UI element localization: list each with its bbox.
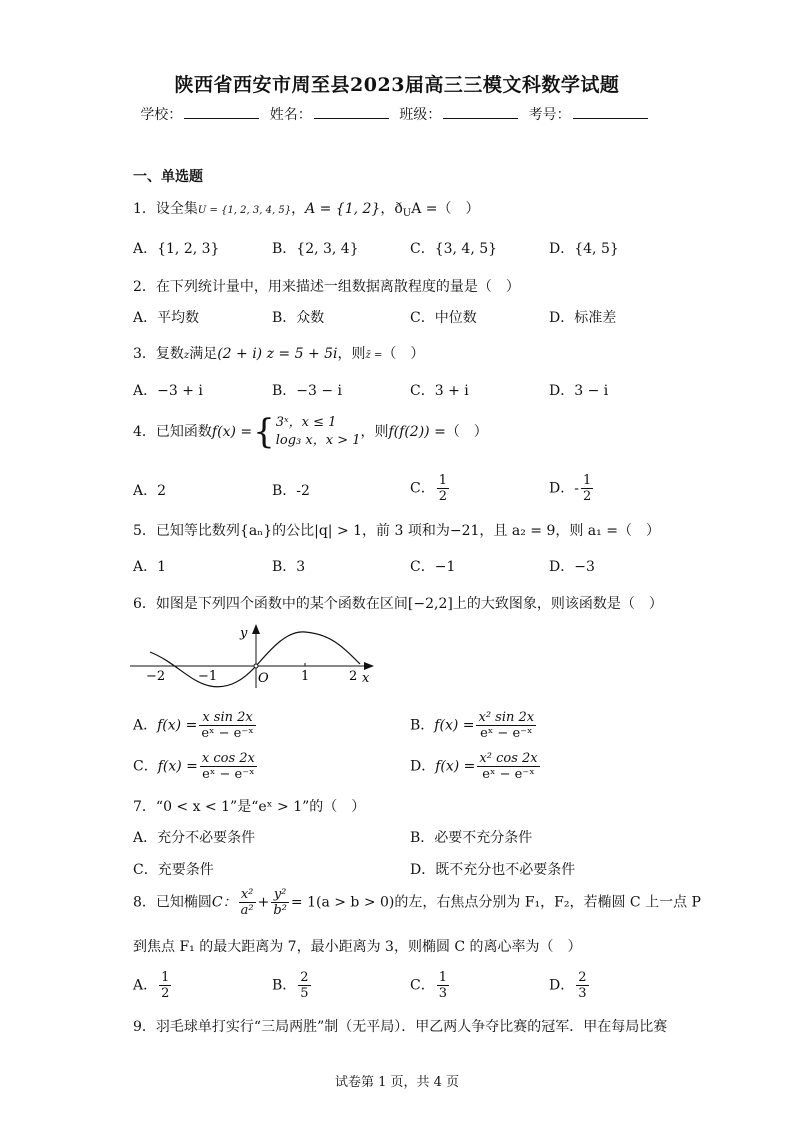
q8-option-b <box>272 970 313 1001</box>
page-footer: 试卷第 1 页，共 4 页 <box>334 1075 460 1090</box>
fraction-denominator: 2 <box>438 489 447 504</box>
option-lhs: f(x) = <box>434 717 475 734</box>
option-fraction <box>576 970 588 1001</box>
q3-option-a: A．−3 + i <box>133 383 203 399</box>
option-label: B． <box>410 717 435 734</box>
q3-text-c: ，则 <box>337 346 366 362</box>
fraction-denominator: eˣ − e⁻ˣ <box>202 767 255 782</box>
q1-text-a: 1．设全集 <box>133 201 198 217</box>
school-label: 学校： <box>140 107 183 123</box>
fraction-numerator: 2 <box>578 970 587 985</box>
fraction-denominator: 3 <box>578 986 587 1001</box>
y-axis-arrow-icon <box>252 624 260 634</box>
origin-point <box>254 664 258 668</box>
q4-cases <box>276 414 361 450</box>
q1-text-d: A =（ ） <box>411 201 480 217</box>
option-fraction <box>200 751 257 782</box>
question-1-stem <box>133 198 480 219</box>
q5-option-c: C．−1 <box>410 559 456 575</box>
fraction-numerator: x cos 2x <box>201 751 255 766</box>
name-label: 姓名： <box>269 107 312 123</box>
q4-case-1: 3ˣ，x ≤ 1 <box>275 415 337 430</box>
q1-option-b: B．{2, 3, 4} <box>272 241 359 257</box>
q3-option-b: B．−3 − i <box>272 383 343 399</box>
q3-option-d: D．3 − i <box>549 383 609 399</box>
q3-text-d: （ ） <box>382 346 425 362</box>
q1-option-c: C．{3, 4, 5} <box>410 241 498 257</box>
q3-z: z <box>183 350 190 361</box>
q8-option-a <box>133 970 173 1001</box>
option-label: B． <box>272 977 297 994</box>
option-fraction <box>159 970 171 1001</box>
q8-text-b: = 1(a > b > 0)的左，右焦点分别为 F₁，F₂，若椭圆 C 上一点 P <box>290 894 701 911</box>
q1-set-a: A = {1, 2} <box>305 201 381 217</box>
option-label: C． <box>410 977 435 994</box>
q4-option-d-fraction <box>581 473 593 504</box>
q1-option-a: A．{1, 2, 3} <box>133 241 220 257</box>
fraction-numerator: y² <box>271 887 289 903</box>
tick-label-2: 2 <box>349 669 358 684</box>
option-label: D． <box>549 977 575 994</box>
fraction-denominator: eˣ − e⁻ˣ <box>482 767 535 782</box>
fraction-denominator: eˣ − e⁻ˣ <box>480 726 533 741</box>
question-2-stem: 2．在下列统计量中，用来描述一组数据离散程度的量是（ ） <box>133 279 520 295</box>
q3-text-b: 满足 <box>189 346 218 362</box>
q7-option-b: B．必要不充分条件 <box>410 830 533 846</box>
q1-text-c: ，ð <box>380 201 403 217</box>
fraction-numerator: x² cos 2x <box>479 751 538 766</box>
fraction-denominator: b² <box>273 903 287 918</box>
q4-option-a: A．2 <box>133 483 167 499</box>
option-lhs: f(x) = <box>157 758 198 775</box>
q4-fx: f(x) = <box>211 424 253 440</box>
q4-text-a: 4．已知函数 <box>133 424 212 440</box>
fraction-numerator: 1 <box>161 970 170 985</box>
q1-set-u: U = {1, 2, 3, 4, 5} <box>197 205 292 216</box>
q4-option-c-fraction <box>437 473 449 504</box>
q7-option-d: D．既不充分也不必要条件 <box>410 862 576 878</box>
student-info-line <box>0 104 794 124</box>
fraction-denominator: 2 <box>582 489 592 504</box>
q2-option-b: B．众数 <box>272 310 325 326</box>
origin-label: O <box>258 671 269 686</box>
option-label: A． <box>133 977 158 994</box>
option-label: D． <box>410 758 436 775</box>
q8-option-d <box>549 970 591 1001</box>
fraction-numerator: 1 <box>582 473 592 488</box>
option-fraction <box>476 710 536 741</box>
q2-option-c: C．中位数 <box>410 310 477 326</box>
q4-case-2: log₃ x，x > 1 <box>275 433 361 448</box>
fraction-denominator: 3 <box>438 986 447 1001</box>
q4-ffx: f(f(2)) = <box>388 424 446 440</box>
section-heading: 一、单选题 <box>133 169 203 185</box>
q3-equation: (2 + i) z = 5 + 5i <box>217 346 338 362</box>
q3-option-c: C．3 + i <box>410 383 469 399</box>
tick-label-neg2: −2 <box>146 669 166 684</box>
q6-option-c <box>133 751 259 782</box>
fraction-numerator: x² <box>239 887 256 903</box>
fraction-numerator: 1 <box>438 970 447 985</box>
q8-text-a: 8．已知椭圆 <box>133 894 212 911</box>
q1-text-b: ， <box>291 201 306 217</box>
q4-text-b: ，则 <box>360 424 389 440</box>
y-axis-label: y <box>240 626 248 641</box>
q8-option-c <box>410 970 451 1001</box>
q7-option-c: C．充要条件 <box>133 862 214 878</box>
q3-zbar: z̄ = <box>365 350 383 361</box>
q3-text-a: 3．复数 <box>133 346 184 362</box>
option-fraction <box>199 710 255 741</box>
question-8-stem-line-2: 到焦点 F₁ 的最大距离为 7，最小距离为 3，则椭圆 C 的离心率为（ ） <box>133 939 582 955</box>
page-title: 陕西省西安市周至县2023届高三三模文科数学试题 <box>174 74 620 96</box>
x-axis-arrow-icon <box>364 662 374 670</box>
fraction-denominator: 2 <box>161 986 170 1001</box>
fraction-numerator: 2 <box>300 970 309 985</box>
q6-option-b <box>410 710 538 741</box>
number-label: 考号： <box>528 107 571 123</box>
q2-option-a: A．平均数 <box>133 310 200 326</box>
question-6-stem: 6．如图是下列四个函数中的某个函数在区间[−2,2]上的大致图象，则该函数是（ ） <box>133 596 663 612</box>
q4-option-d-label: D．- <box>549 480 579 497</box>
fraction-denominator: 5 <box>300 986 309 1001</box>
x-axis-label: x <box>362 671 370 686</box>
q4-option-d <box>549 473 595 504</box>
q8-fraction-y <box>271 887 289 918</box>
tick-label-neg1: −1 <box>198 669 218 684</box>
q4-option-c-label: C． <box>410 480 435 497</box>
tick-label-1: 1 <box>301 669 310 684</box>
number-blank <box>573 106 648 119</box>
question-3-stem <box>133 343 424 363</box>
fraction-denominator: eˣ − e⁻ˣ <box>201 726 254 741</box>
q7-option-a: A．充分不必要条件 <box>133 830 256 846</box>
option-lhs: f(x) = <box>435 758 476 775</box>
question-7-stem: 7．“0 < x < 1”是“eˣ > 1”的（ ） <box>133 799 366 815</box>
name-blank <box>314 106 389 119</box>
option-lhs: f(x) = <box>157 717 198 734</box>
option-label: C． <box>133 758 158 775</box>
q4-option-c <box>410 473 451 504</box>
school-blank <box>184 106 259 119</box>
q6-option-a <box>133 710 258 741</box>
q8-plus: + <box>257 894 270 911</box>
fraction-numerator: x² sin 2x <box>478 710 535 725</box>
fraction-numerator: 1 <box>438 473 447 488</box>
q4-text-c: （ ） <box>445 424 488 440</box>
function-curve <box>150 632 360 687</box>
q4-option-b: B．-2 <box>272 483 310 499</box>
question-4-stem <box>133 414 488 450</box>
q5-option-d: D．−3 <box>549 559 595 575</box>
q8-fraction-x <box>239 887 256 918</box>
q5-option-a: A．1 <box>133 559 167 575</box>
q5-option-b: B．3 <box>272 559 306 575</box>
option-label: A． <box>133 717 158 734</box>
question-5-stem: 5．已知等比数列{aₙ}的公比|q| > 1，前 3 项和为−21，且 a₂ = 9，则 a₁ =（ ） <box>133 523 660 539</box>
q6-option-d <box>410 751 542 782</box>
question-9-stem: 9．羽毛球单打实行“三局两胜”制（无平局）．甲乙两人争夺比赛的冠军．甲在每局比赛 <box>133 1019 668 1035</box>
question-8-stem-line-1 <box>133 887 701 918</box>
q8-ellipse-c: C： <box>211 894 237 911</box>
q2-option-d: D．标准差 <box>549 310 617 326</box>
option-fraction <box>477 751 539 782</box>
q4-brace: { <box>253 412 275 452</box>
option-fraction <box>437 970 449 1001</box>
option-fraction <box>298 970 310 1001</box>
q6-function-graph <box>130 620 380 690</box>
fraction-numerator: x sin 2x <box>199 710 255 726</box>
q1-sub-u: U <box>402 208 412 219</box>
q1-option-d: D．{4, 5} <box>549 241 619 257</box>
class-blank <box>443 106 518 119</box>
fraction-denominator: a² <box>240 903 254 918</box>
class-label: 班级： <box>399 107 442 123</box>
